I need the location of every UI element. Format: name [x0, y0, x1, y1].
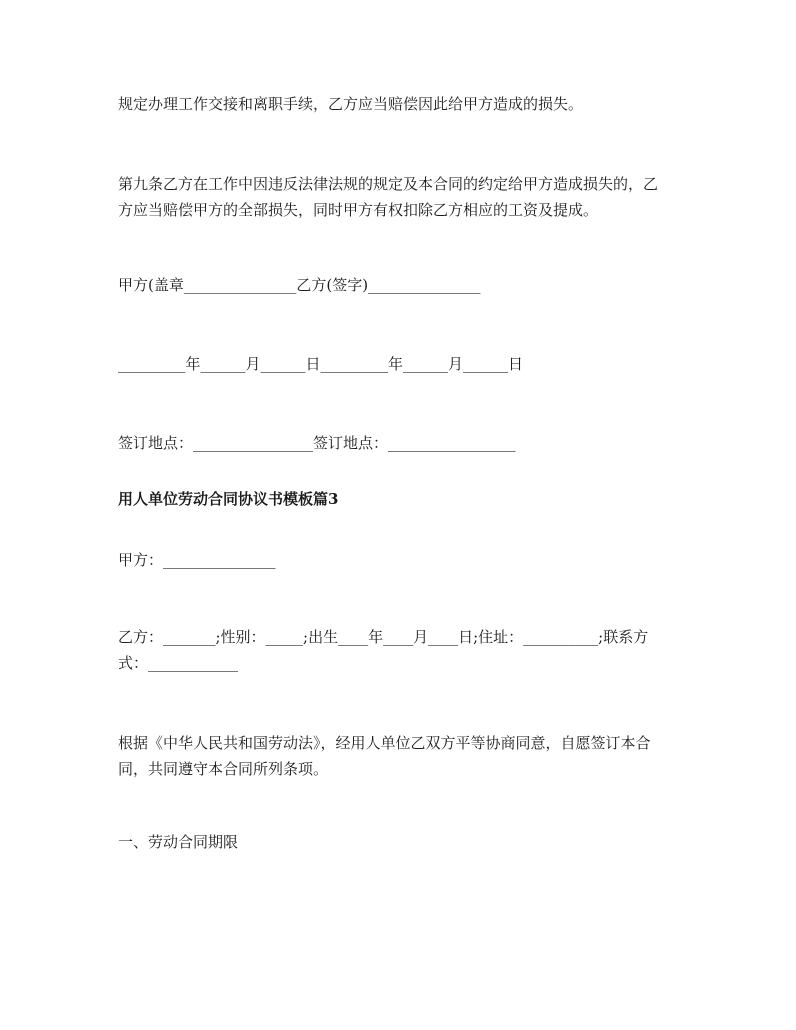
article-nine-line-2: 方应当赔偿甲方的全部损失，同时甲方有权扣除乙方相应的工资及提成。 — [118, 201, 599, 219]
intro-line-1: 根据《中华人民共和国劳动法》，经用人单位乙双方平等协商同意，自愿签订本合 — [118, 734, 651, 752]
article-nine-line-1: 第九条乙方在工作中因违反法律法规的规定及本合同的约定给甲方造成损失的，乙 — [118, 175, 659, 193]
date-line: _________年______月______日_________年______月______日 — [118, 355, 524, 373]
party-a-line: 甲方：_______________ — [118, 551, 276, 569]
paragraph-line: 规定办理工作交接和离职手续，乙方应当赔偿因此给甲方造成的损失。 — [118, 95, 584, 113]
section-heading: 用人单位劳动合同协议书模板篇3 — [118, 490, 339, 508]
signature-line: 甲方(盖章_______________乙方(签字)_______________ — [118, 276, 481, 294]
intro-line-2: 同，共同遵守本合同所列条项。 — [118, 760, 329, 778]
party-b-line-1: 乙方：_______;性别：_____;出生____年____月____日;住址：__________;联系方 — [118, 628, 649, 646]
party-b-line-2: 式：____________ — [118, 654, 239, 672]
signing-place-line: 签订地点：________________签订地点：_________________ — [118, 434, 516, 452]
subsection-heading: 一、劳动合同期限 — [118, 833, 239, 851]
